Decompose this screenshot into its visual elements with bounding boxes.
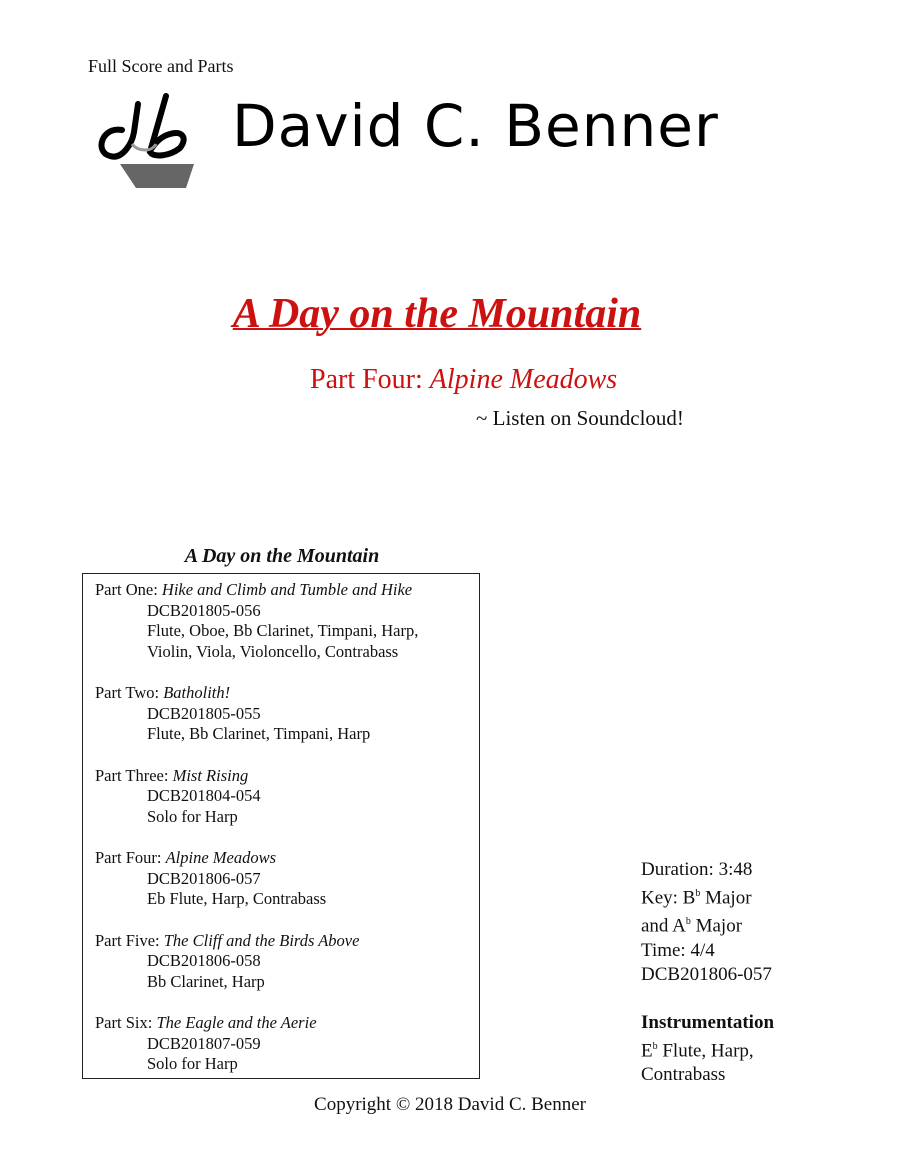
author-logo (92, 92, 204, 192)
part-code: DCB201805-055 (147, 703, 261, 723)
time-signature: Time: 4/4 (641, 939, 715, 961)
parts-box-title: A Day on the Mountain (184, 545, 380, 567)
part-name: The Eagle and the Aerie (156, 1013, 317, 1032)
part-instruments: Eb Flute, Harp, Contrabass (147, 889, 327, 908)
key-line-1: Key: $B^b$ Major (641, 887, 752, 909)
part-instruments: Solo for Harp (147, 1054, 238, 1073)
part-label: Part Four: (95, 848, 166, 867)
duration: Duration: 3:48 (641, 859, 753, 880)
instrumentation-line-1: $E^b$ Flute, Harp, (641, 1039, 754, 1061)
key-line-2: and $A^b$ Major (641, 915, 743, 937)
part-entry (95, 848, 479, 910)
parts-box (82, 573, 480, 1079)
part-instruments: Solo for Harp (147, 806, 238, 826)
subtitle (310, 364, 617, 396)
part-label: Part Two: (95, 683, 164, 702)
part-name: Hike and Climb and Tumble and Hike (161, 580, 413, 599)
soundcloud-link[interactable]: ~ Listen on Soundcloud! (476, 406, 684, 430)
part-instruments: Bb Clarinet, Harp (147, 971, 265, 991)
part-code: DCB201806-057 (147, 868, 261, 888)
part-label: Part One: (95, 580, 162, 599)
subtitle-prefix: Part Four: (310, 364, 430, 395)
instrumentation-heading: Instrumentation (641, 1011, 775, 1033)
part-entry (95, 580, 479, 662)
instrumentation-line-2: Contrabass (641, 1063, 726, 1085)
part-instruments: Violin, Viola, Violoncello, Contrabass (147, 641, 399, 661)
part-entry (95, 766, 479, 828)
part-entry (95, 931, 479, 993)
part-name: The Cliff and the Birds Above (163, 930, 360, 950)
part-name: Mist Rising (172, 765, 249, 785)
logo-shadow (120, 164, 194, 188)
main-title: A Day on the Mountain (232, 291, 642, 337)
subtitle-movement-name: Alpine Meadows (429, 364, 618, 395)
header-label: Full Score and Parts (88, 56, 234, 76)
part-label: Part Six: (95, 1013, 157, 1032)
part-code: DCB201807-059 (147, 1033, 261, 1053)
part-entry (95, 683, 479, 745)
part-name: Batholith! (163, 683, 231, 702)
part-instruments: Flute, Oboe, Bb Clarinet, Timpani, Harp, (147, 621, 419, 640)
part-code: DCB201805-056 (147, 600, 261, 620)
author-name: David C. Benner (232, 92, 719, 160)
part-label: Part Three: (95, 765, 173, 785)
part-name: Alpine Meadows (165, 848, 277, 867)
copyright: Copyright © 2018 David C. Benner (314, 1094, 586, 1115)
part-label: Part Five: (95, 930, 164, 950)
part-code: DCB201804-054 (147, 786, 261, 805)
part-instruments: Flute, Bb Clarinet, Timpani, Harp (147, 724, 371, 743)
part-entry (95, 1013, 479, 1075)
piece-info (641, 858, 774, 1087)
catalog-code: DCB201806-057 (641, 963, 772, 985)
part-code: DCB201806-058 (147, 951, 261, 970)
logo-letter-d (101, 104, 138, 157)
